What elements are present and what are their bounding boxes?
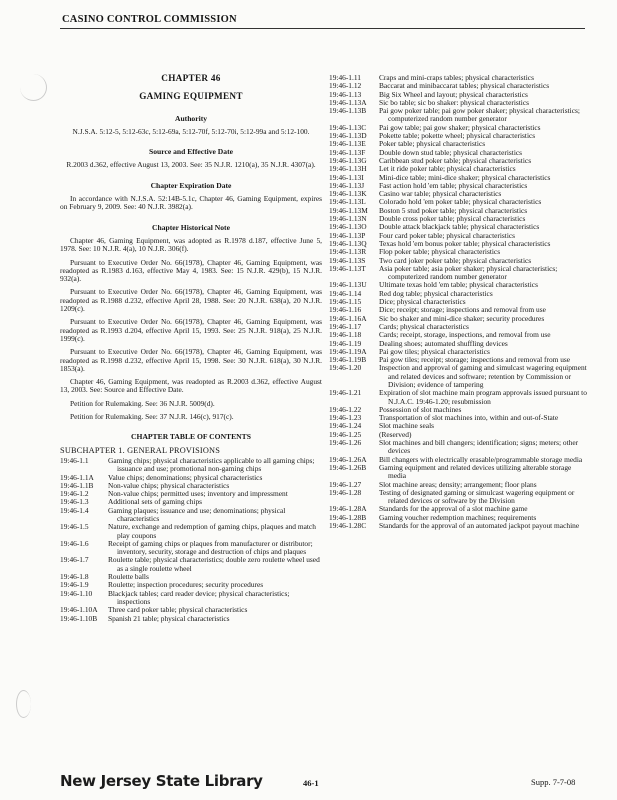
section-title: Sic bo table; sic bo shaker: physical characteristics	[379, 97, 530, 107]
source-text: R.2003 d.362, effective August 13, 2003. See: 35 N.J.R. 1210(a), 35 N.J.R. 4307(a).	[66, 160, 316, 170]
section-title: Baccarat and minibaccarat tables; physical characteristics	[379, 81, 550, 91]
section-title: (Reserved)	[379, 429, 412, 439]
section-title: Ultimate texas hold 'em table; physical characteristics	[379, 280, 538, 290]
section-number: 19:46-1.13A	[329, 97, 367, 107]
section-title: Three card poker table; physical characteristics	[108, 605, 248, 615]
section-title: Gaming equipment and related devices utilizing alterable storage media	[379, 462, 572, 481]
source-heading: Source and Effective Date	[148, 147, 233, 157]
section-title: Let it ride poker table; physical characteristics	[379, 164, 516, 174]
toc-row[interactable]	[329, 265, 587, 282]
section-number: 19:46-1.4	[60, 505, 89, 515]
section-title: Sic bo shaker and mini-dice shaker; security procedures	[379, 313, 545, 323]
toc-row[interactable]	[329, 389, 587, 406]
header-rule	[60, 28, 585, 29]
section-number: 19:46-1.13I	[329, 172, 364, 182]
section-number: 19:46-1.10B	[60, 613, 98, 623]
section-title: Mini-dice table; mini-dice shaker; physical characteristics	[379, 172, 551, 182]
toc-row[interactable]	[329, 522, 587, 530]
history-paragraph: Petition for Rulemaking. See: 37 N.J.R. 146(c), 917(c).	[70, 412, 234, 422]
history-paragraph: Pursuant to Executive Order No. 66(1978), Chapter 46, Gaming Equipment, was readopted as R.1998 d.232, effective April 15, 1998. See: 30 N.J.R. 618(a), 30 N.J.R. 1853(a).	[60, 347, 322, 373]
section-title: Nature, exchange and redemption of gaming chips, plaques and match play coupons	[108, 522, 316, 540]
toc-row[interactable]	[60, 615, 322, 623]
section-number: 19:46-1.13D	[329, 131, 367, 141]
section-title: Two card joker poker table; physical characteristics	[379, 255, 532, 265]
section-number: 19:46-1.14	[329, 288, 362, 298]
section-title: Value chips; denominations; physical characteristics	[108, 472, 263, 482]
history-paragraph: Pursuant to Executive Order No. 66(1978), Chapter 46, Gaming Equipment, was readopted as R.1983 d.163, effective May 4, 1983. See: 15 N.J.R. 429(b), 15 N.J.R. 932(a).	[60, 257, 322, 284]
toc-row[interactable]	[329, 414, 587, 422]
section-number: 19:46-1.12	[329, 81, 362, 91]
expiration-heading: Chapter Expiration Date	[150, 180, 232, 190]
section-number: 19:46-1.18	[329, 330, 362, 340]
toc-row[interactable]	[329, 489, 587, 506]
toc-row[interactable]	[329, 439, 587, 456]
section-title: Slot machine seals	[379, 421, 435, 431]
section-title: Dice; physical characteristics	[379, 297, 466, 307]
section-number: 19:46-1.11	[329, 73, 361, 82]
section-title: Double cross poker table; physical characteristics	[379, 214, 526, 224]
section-number: 19:46-1.28A	[329, 504, 367, 514]
chapter-number: CHAPTER 46	[161, 73, 221, 83]
toc-list-left	[60, 457, 322, 623]
section-number: 19:46-1.20	[329, 363, 362, 373]
section-title: Transportation of slot machines into, within and out-of-State	[379, 413, 559, 423]
section-title: Roulette balls	[108, 572, 149, 582]
section-number: 19:46-1.26A	[329, 454, 367, 464]
section-title: Gaming chips; physical characteristics applicable to all gaming chips; issuance and use; promotional non-gaming chips	[108, 455, 315, 474]
toc-row[interactable]	[60, 590, 322, 607]
section-title: Spanish 21 table; physical characteristics	[108, 613, 230, 623]
section-title: Colorado hold 'em poker table; physical characteristics	[379, 197, 542, 207]
section-number: 19:46-1.17	[329, 321, 362, 331]
toc-row[interactable]	[60, 556, 322, 573]
history-paragraph: Chapter 46, Gaming Equipment, was readopted as R.2003 d.362, effective August 13, 2003. See: Source and Effective Date.	[60, 377, 322, 395]
section-number: 19:46-1.8	[60, 572, 89, 582]
section-number: 19:46-1.2	[60, 489, 89, 499]
history-paragraph: Petition for Rulemaking. See: 36 N.J.R. 5009(d).	[70, 398, 215, 408]
section-number: 19:46-1.24	[329, 421, 362, 431]
toc-row[interactable]	[329, 422, 587, 430]
authority-text: N.J.S.A. 5:12-5, 5:12-63c, 5:12-69a, 5:12-70f, 5:12-70i, 5:12-99a and 5:12-100.	[72, 126, 310, 136]
section-number: 19:46-1.16A	[329, 313, 367, 323]
section-number: 19:46-1.10	[60, 588, 93, 598]
supplement-date: Supp. 7-7-08	[531, 777, 576, 787]
left-column	[60, 72, 322, 623]
section-number: 19:46-1.16	[329, 305, 362, 315]
section-title: Dealing shoes; automated shuffling devices	[379, 338, 508, 348]
scan-mark	[16, 690, 31, 718]
toc-row[interactable]	[60, 540, 322, 557]
section-number: 19:46-1.1B	[60, 480, 94, 490]
section-title: Standards for the approval of a slot machine game	[379, 504, 528, 514]
section-title: Roulette table; physical characteristics; double zero roulette wheel used as a single roulette wheel	[108, 555, 320, 573]
section-title: Big Six Wheel and layout; physical characteristics	[379, 89, 528, 99]
running-header: CASINO CONTROL COMMISSION	[62, 14, 237, 25]
section-number: 19:46-1.13E	[329, 139, 366, 149]
section-number: 19:46-1.13O	[329, 222, 367, 232]
section-title: Pai gow tiles; physical characteristics	[379, 346, 490, 356]
toc-row[interactable]	[60, 457, 322, 474]
section-number: 19:46-1.28B	[329, 512, 367, 522]
section-number: 19:46-1.21	[329, 388, 362, 398]
section-title: Bill changers with electrically erasable/programmable storage media	[379, 454, 583, 464]
section-title: Craps and mini-craps tables; physical characteristics	[379, 73, 534, 82]
section-number: 19:46-1.27	[329, 479, 362, 489]
section-title: Double attack blackjack table; physical characteristics	[379, 222, 540, 232]
toc-heading: CHAPTER TABLE OF CONTENTS	[131, 432, 251, 442]
section-number: 19:46-1.13B	[329, 106, 367, 116]
section-number: 19:46-1.13F	[329, 147, 366, 157]
section-number: 19:46-1.13R	[329, 247, 367, 257]
section-number: 19:46-1.13T	[329, 263, 366, 273]
section-number: 19:46-1.13Q	[329, 238, 367, 248]
authority-heading: Authority	[174, 113, 208, 123]
section-title: Pai gow table; pai gow shaker; physical characteristics	[379, 122, 541, 132]
section-title: Slot machine areas; density; arrangement; floor plans	[379, 479, 537, 489]
subchapter-heading: SUBCHAPTER 1. GENERAL PROVISIONS	[60, 445, 221, 455]
section-number: 19:46-1.6	[60, 538, 89, 548]
library-logo: New Jersey State Library	[60, 772, 263, 790]
section-number: 19:46-1.15	[329, 297, 362, 307]
section-title: Four card poker table; physical characteristics	[379, 230, 516, 240]
section-title: Double down stud table; physical characteristics	[379, 147, 523, 157]
section-number: 19:46-1.10A	[60, 605, 98, 615]
section-title: Boston 5 stud poker table; physical characteristics	[379, 205, 528, 215]
section-number: 19:46-1.13	[329, 89, 362, 99]
section-title: Poker table; physical characteristics	[379, 139, 486, 149]
section-title: Texas hold 'em bonus poker table; physical characteristics	[379, 238, 551, 248]
section-number: 19:46-1.13K	[329, 189, 367, 199]
section-number: 19:46-1.3	[60, 497, 89, 507]
section-number: 19:46-1.7	[60, 555, 89, 565]
section-title: Caribbean stud poker table; physical characteristics	[379, 155, 532, 165]
section-number: 19:46-1.25	[329, 429, 362, 439]
section-title: Standards for the approval of an automated jackpot payout machine	[379, 521, 580, 531]
section-title: Testing of designated gaming or simulcast wagering equipment or related devices or software by the Division	[379, 487, 575, 506]
section-number: 19:46-1.19B	[329, 355, 367, 365]
section-title: Roulette; inspection procedures; security procedures	[108, 580, 264, 590]
section-number: 19:46-1.13S	[329, 255, 366, 265]
section-title: Pai gow poker table; pai gow poker shaker; physical characteristics; computerized random number generator	[379, 106, 580, 124]
section-title: Blackjack tables; card reader device; physical characteristics; inspections	[108, 588, 290, 606]
section-title: Asia poker table; asia poker shaker; physical characteristics; computerized random number generator	[379, 263, 558, 282]
section-number: 19:46-1.13P	[329, 230, 366, 240]
section-number: 19:46-1.5	[60, 522, 89, 532]
chapter-title: GAMING EQUIPMENT	[139, 91, 243, 102]
section-number: 19:46-1.13N	[329, 214, 367, 224]
section-number: 19:46-1.19A	[329, 346, 367, 356]
section-number: 19:46-1.9	[60, 580, 89, 590]
section-number: 19:46-1.19	[329, 338, 362, 348]
history-paragraph: Pursuant to Executive Order No. 66(1978), Chapter 46, Gaming Equipment, was readopted as R.1988 d.232, effective April 28, 1988. See: 20 N.J.R. 638(a), 20 N.J.R. 1209(c).	[60, 287, 322, 314]
section-number: 19:46-1.13J	[329, 180, 365, 190]
right-column	[329, 74, 587, 530]
section-title: Gaming plaques; issuance and use; denominations; physical characteristics	[108, 505, 286, 523]
section-title: Pokette table; pokette wheel; physical characteristics	[379, 131, 536, 141]
page-number: 46-1	[303, 778, 319, 788]
section-title: Additional sets of gaming chips	[108, 497, 203, 507]
section-title: Casino war table; physical characteristics	[379, 189, 502, 199]
section-title: Pai gow tiles; receipt; storage; inspections and removal from use	[379, 355, 571, 365]
section-number: 19:46-1.26B	[329, 462, 367, 472]
toc-row[interactable]	[329, 464, 587, 481]
section-number: 19:46-1.28	[329, 487, 362, 497]
section-number: 19:46-1.13H	[329, 164, 367, 174]
history-heading: Chapter Historical Note	[152, 222, 230, 232]
section-title: Slot machines and bill changers; identification; signs; meters; other devices	[379, 438, 579, 456]
section-title: Expiration of slot machine main program approvals issued pursuant to N.J.A.C. 19:46-1.20; resubmission	[379, 388, 587, 406]
section-number: 19:46-1.1	[60, 455, 89, 465]
toc-row[interactable]	[329, 107, 587, 124]
section-title: Gaming voucher redemption machines; requirements	[379, 512, 537, 522]
section-title: Non-value chips; physical characteristics	[108, 480, 230, 490]
section-number: 19:46-1.13M	[329, 205, 368, 215]
section-title: Fast action hold 'em table; physical characteristics	[379, 180, 528, 190]
section-title: Possession of slot machines	[379, 404, 462, 414]
section-title: Flop poker table; physical characteristics	[379, 247, 501, 257]
toc-row[interactable]	[60, 507, 322, 524]
expiration-text: In accordance with N.J.S.A. 52:14B-5.1c, Chapter 46, Gaming Equipment, expires on February 9, 2009. See: 40 N.J.R. 3982(a).	[60, 194, 322, 212]
history-paragraph: Pursuant to Executive Order No. 66(1978), Chapter 46, Gaming Equipment, was readopted as R.1993 d.204, effective April 15, 1993. See: 25 N.J.R. 918(a), 25 N.J.R. 1999(c).	[60, 317, 322, 343]
toc-row[interactable]	[329, 364, 587, 389]
scan-mark	[20, 74, 47, 101]
section-number: 19:46-1.26	[329, 438, 362, 448]
section-number: 19:46-1.13L	[329, 197, 366, 207]
section-number: 19:46-1.13C	[329, 122, 367, 132]
section-title: Receipt of gaming chips or plaques from manufacturer or distributor; inventory, security, storage and destruction of chips and plaques	[108, 538, 313, 557]
history-paragraph: Chapter 46, Gaming Equipment, was adopted as R.1978 d.187, effective June 5, 1978. See: 10 N.J.R. 4(a), 10 N.J.R. 306(f).	[60, 235, 322, 254]
section-title: Inspection and approval of gaming and simulcast wagering equipment and related devices and software; retention by Commission or Division; evidence of tampering	[379, 363, 587, 389]
section-title: Red dog table; physical characteristics	[379, 288, 493, 298]
section-title: Cards; physical characteristics	[379, 321, 469, 331]
section-number: 19:46-1.23	[329, 413, 362, 423]
section-number: 19:46-1.1A	[60, 472, 94, 482]
section-number: 19:46-1.28C	[329, 521, 367, 531]
section-title: Cards; receipt, storage, inspections, and removal from use	[379, 330, 551, 340]
section-title: Dice; receipt; storage; inspections and removal from use	[379, 305, 546, 315]
section-number: 19:46-1.22	[329, 404, 362, 414]
section-number: 19:46-1.13G	[329, 155, 367, 165]
toc-row[interactable]	[60, 523, 322, 540]
section-title: Non-value chips; permitted uses; inventory and impressment	[108, 489, 288, 499]
section-number: 19:46-1.13U	[329, 280, 367, 290]
